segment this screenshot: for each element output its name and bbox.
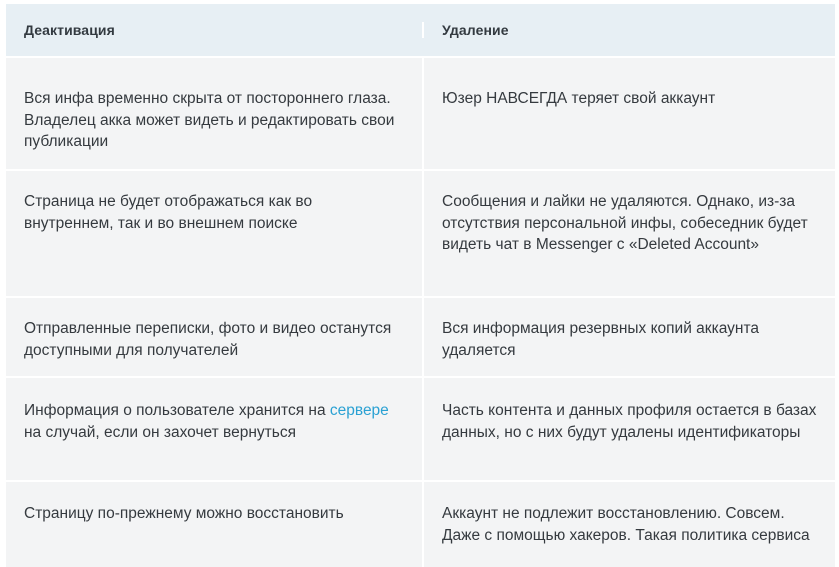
table-row [6,378,835,482]
deletion-cell: Аккаунт не подлежит восстановлению. Совсем. Даже с помощью хакеров. Такая политика сервиса [442,505,810,544]
deletion-cell: Вся информация резервных копий аккаунта удаляется [442,320,759,359]
header-deletion: Удаление [442,22,509,38]
deactivation-cell: Страницу по-прежнему можно восстановить [6,482,424,567]
cell-text-before-link: Информация о пользователе хранится на [24,402,330,419]
table-row [6,171,835,298]
table-row [6,298,835,378]
comparison-table [6,4,835,567]
table-header-row [6,4,835,58]
table-row [6,482,835,567]
cell-text-after-link: на случай, если он захочет вернуться [24,423,296,441]
deletion-cell: Сообщения и лайки не удаляются. Однако, из-за отсутствия персональной инфы, собеседник будет видеть чат в Messenger с «Deleted Account» [442,193,808,253]
deletion-cell: Часть контента и данных профиля остается в базах данных, но с них будут удалены идентификаторы [442,402,817,441]
deletion-cell: Юзер НАВСЕГДА теряет свой аккаунт [442,90,716,107]
deactivation-cell [6,378,424,480]
deactivation-cell: Вся инфа временно скрыта от постороннего глаза. Владелец акка может видеть и редактировать свои публикации [6,58,424,169]
table-row [6,58,835,171]
deactivation-cell: Страница не будет отображаться как во внутреннем, так и во внешнем поиске [6,171,424,296]
header-deactivation: Деактивация [6,22,424,38]
deactivation-cell: Отправленные переписки, фото и видео останутся доступными для получателей [6,298,424,376]
server-link[interactable]: сервере [329,402,389,419]
